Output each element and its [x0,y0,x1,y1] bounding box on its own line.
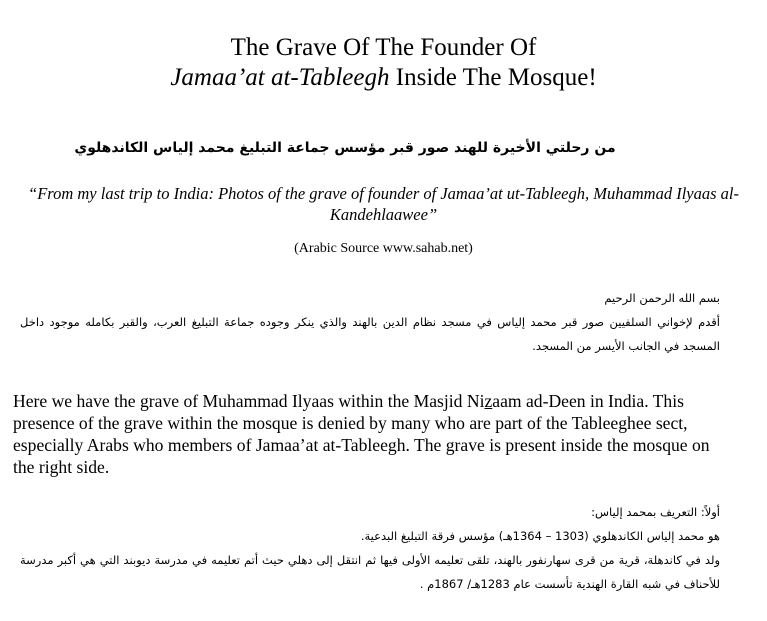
arabic-biography [20,500,720,596]
english-text-2: aam ad-Deen in India. This presence of the grave within the mosque is denied by many who are part of the Tableeghee sect, especially Arabs who members of Jamaa’at at-Tableegh. The grave is present inside the mosque on the right side. [13,391,710,477]
english-underlined-letter: z [484,391,493,411]
arabic-basmala: بسم الله الرحمن الرحيم [604,291,720,305]
arabic-intro-paragraph: أقدم لإخواني السلفيين صور قبر محمد إلياس في مسجد نظام الدين بالهند والذي ينكر وجوده جماعة التبليغ العرب، والقبر بكامله موجود داخل المسجد في الجانب الأيسر من المسجد. [20,315,720,353]
arabic-bio-heading: أولاً: التعريف بمحمد إلياس: [591,505,720,519]
arabic-intro [20,286,720,358]
source-note: (Arabic Source www.sahab.net) [294,241,473,256]
title-line-1: The Grave Of The Founder Of [230,34,537,61]
english-text-1: Here we have the grave of Muhammad Ilyaas within the Masjid Ni [13,391,485,411]
title-italic-part: Jamaa’at at-Tableegh [170,64,390,91]
title-line-2 [0,63,767,93]
arabic-bio-paragraph: ولد في كاندهلة، قرية من قرى سهارنفور بالهند، تلقى تعليمه الأولى فيها ثم انتقل إلى دهلي حيث أتم تعليمه في مدرسة ديوبند التي هي أكبر مدرسة للأحناف في شبه القارة الهندية تأسست عام 1283هـ/ 1867م . [20,553,720,591]
heading-translation: “From my last trip to India: Photos of the grave of founder of Jamaa’at ut-Tableegh, Muhammad Ilyaas al-Kandehlaawee” [28,184,739,224]
arabic-bio-line: هو محمد إلياس الكاندهلوي (1303 – 1364هـ) مؤسس فرقة التبليغ البدعية. [360,529,720,543]
page-title [0,33,767,93]
title-rest-part: Inside The Mosque! [389,64,597,91]
english-paragraph [13,390,733,478]
arabic-heading: من رحلتي الأخيرة للهند صور قبر مؤسس جماعة التبليغ محمد إلياس الكاندهلوي [74,140,616,156]
